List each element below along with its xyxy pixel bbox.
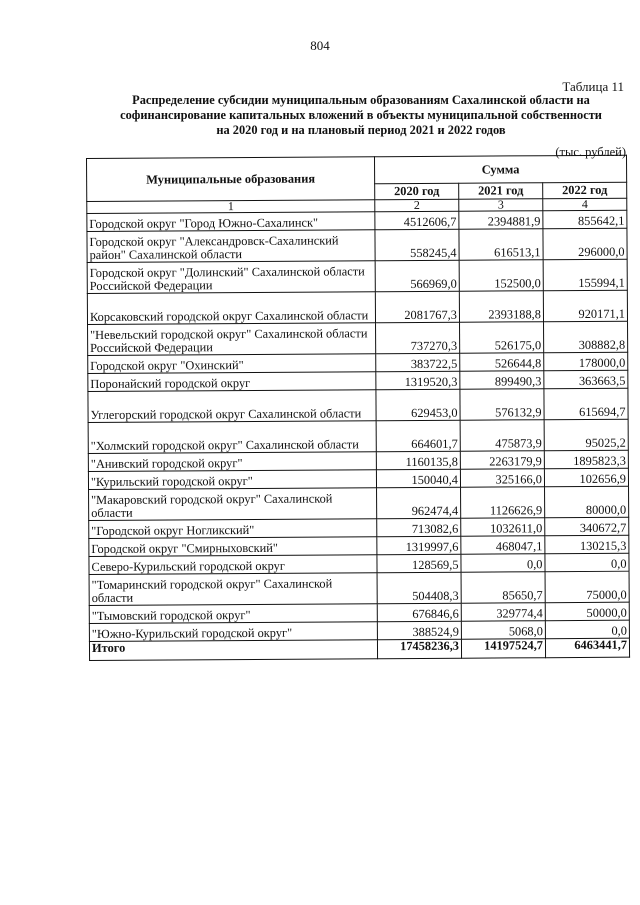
municipality-name: "Анивский городской округ" xyxy=(88,452,376,472)
value-2020: 566969,0 xyxy=(375,260,459,292)
value-2022: 615694,7 xyxy=(544,388,628,420)
title-line: на 2020 год и на плановый период 2021 и 2022 годов xyxy=(216,123,506,137)
value-2021: 0,0 xyxy=(461,554,545,573)
value-2020: 962474,4 xyxy=(377,487,461,519)
municipality-name: Северо-Курильский городской округ xyxy=(89,555,377,575)
value-2021: 616513,1 xyxy=(459,229,543,261)
value-2022: 178000,0 xyxy=(544,352,628,371)
column-number: 2 xyxy=(375,199,459,212)
table-label: Таблица 11 xyxy=(562,79,624,94)
value-2022: 363663,5 xyxy=(544,370,628,389)
value-2020: 150040,4 xyxy=(376,469,460,488)
value-2020: 383722,5 xyxy=(376,353,460,372)
value-2020: 4512606,7 xyxy=(375,211,459,230)
header-year-2022: 2022 год xyxy=(543,182,627,199)
municipality-name: "Макаровский городской округ" Сахалинской области xyxy=(89,488,377,521)
value-2020: 713082,6 xyxy=(377,518,461,537)
municipality-name: Поронайский городской округ xyxy=(88,372,376,392)
value-2020: 664601,7 xyxy=(376,420,460,452)
total-2022: 6463441,7 xyxy=(545,638,629,658)
total-2020: 17458236,3 xyxy=(377,639,461,659)
value-2020: 737270,3 xyxy=(376,322,460,354)
value-2022: 155994,1 xyxy=(543,259,627,291)
header-municipalities: Муниципальные образования xyxy=(87,157,375,202)
value-2020: 504408,3 xyxy=(377,572,461,604)
value-2022: 0,0 xyxy=(545,620,629,639)
value-2020: 2081767,3 xyxy=(375,291,459,323)
value-2020: 1160135,8 xyxy=(376,451,460,470)
value-2022: 130215,3 xyxy=(545,535,629,554)
column-number: 1 xyxy=(87,200,375,214)
municipality-name: "Городской округ Ногликский" xyxy=(89,519,377,539)
value-2021: 576132,9 xyxy=(460,389,544,421)
value-2022: 308882,8 xyxy=(544,321,628,353)
value-2021: 5068,0 xyxy=(461,621,545,640)
title-line: софинансирование капитальных вложений в объекты муниципальной собственности xyxy=(120,108,602,122)
value-2021: 1126626,9 xyxy=(461,487,545,519)
value-2022: 50000,0 xyxy=(545,602,629,621)
total-label: Итого xyxy=(89,640,377,661)
value-2021: 2394881,9 xyxy=(459,211,543,230)
municipality-name: "Южно-Курильский городской округ" xyxy=(89,622,377,642)
municipality-name: Углегорский городской округ Сахалинской области xyxy=(88,390,376,423)
value-2020: 629453,0 xyxy=(376,389,460,421)
municipality-name: "Томаринский городской округ" Сахалинской области xyxy=(89,573,377,606)
table-row xyxy=(88,388,628,422)
table-row xyxy=(88,321,628,355)
value-2020: 558245,4 xyxy=(375,229,459,261)
table-body xyxy=(87,210,630,641)
value-2021: 329774,4 xyxy=(461,603,545,622)
table-row xyxy=(87,228,627,262)
header-sum: Сумма xyxy=(374,155,626,184)
column-number: 4 xyxy=(543,198,627,211)
municipality-name: "Холмский городской округ" Сахалинской области xyxy=(88,421,376,454)
value-2020: 676846,6 xyxy=(377,603,461,622)
table-row xyxy=(89,486,629,520)
value-2022: 95025,2 xyxy=(544,419,628,451)
municipality-name: Корсаковский городской округ Сахалинской области xyxy=(87,292,375,325)
table-row xyxy=(89,571,629,605)
table-row xyxy=(88,419,628,453)
value-2020: 1319997,6 xyxy=(377,536,461,555)
value-2021: 325166,0 xyxy=(460,469,544,488)
value-2022: 102656,9 xyxy=(544,468,628,487)
title-line: Распределение субсидии муниципальным образованиям Сахалинской области на xyxy=(132,93,590,107)
municipality-name: Городской округ "Смирныховский" xyxy=(89,537,377,557)
units-label: (тыс. рублей) xyxy=(555,145,626,159)
value-2021: 526644,8 xyxy=(460,353,544,372)
subsidy-table xyxy=(86,155,630,661)
value-2021: 85650,7 xyxy=(461,572,545,604)
value-2022: 296000,0 xyxy=(543,228,627,260)
municipality-name: "Невельский городской округ" Сахалинской области Российской Федерации xyxy=(88,323,376,356)
value-2021: 468047,1 xyxy=(461,536,545,555)
value-2021: 152500,0 xyxy=(459,260,543,292)
value-2022: 340672,7 xyxy=(545,517,629,536)
page-number: 804 xyxy=(310,38,330,53)
total-row xyxy=(89,638,629,660)
value-2021: 899490,3 xyxy=(460,371,544,390)
column-number: 3 xyxy=(459,199,543,212)
value-2020: 128569,5 xyxy=(377,554,461,573)
value-2020: 1319520,3 xyxy=(376,371,460,390)
table-row xyxy=(87,290,627,324)
value-2022: 0,0 xyxy=(545,553,629,572)
value-2021: 2393188,8 xyxy=(459,291,543,323)
document-title xyxy=(96,93,626,138)
value-2022: 1895823,3 xyxy=(544,450,628,469)
municipality-name: Городской округ "Долинский" Сахалинской области Российской Федерации xyxy=(87,261,375,294)
value-2021: 1032611,0 xyxy=(461,518,545,537)
total-2021: 14197524,7 xyxy=(461,639,545,659)
municipality-name: Городской округ "Александровск-Сахалинский район" Сахалинской области xyxy=(87,230,375,263)
header-year-2021: 2021 год xyxy=(459,183,543,200)
header-year-2020: 2020 год xyxy=(375,183,459,200)
value-2022: 80000,0 xyxy=(545,486,629,518)
value-2021: 526175,0 xyxy=(460,322,544,354)
value-2022: 920171,1 xyxy=(543,290,627,322)
municipality-name: Городской округ "Охинский" xyxy=(88,354,376,374)
value-2020: 388524,9 xyxy=(377,621,461,640)
value-2022: 855642,1 xyxy=(543,210,627,229)
municipality-name: "Курильский городской округ" xyxy=(88,470,376,490)
municipality-name: "Тымовский городской округ" xyxy=(89,604,377,624)
municipality-name: Городской округ "Город Южно-Сахалинск" xyxy=(87,212,375,232)
value-2021: 475873,9 xyxy=(460,420,544,452)
value-2021: 2263179,9 xyxy=(460,451,544,470)
table-row xyxy=(87,259,627,293)
value-2022: 75000,0 xyxy=(545,571,629,603)
